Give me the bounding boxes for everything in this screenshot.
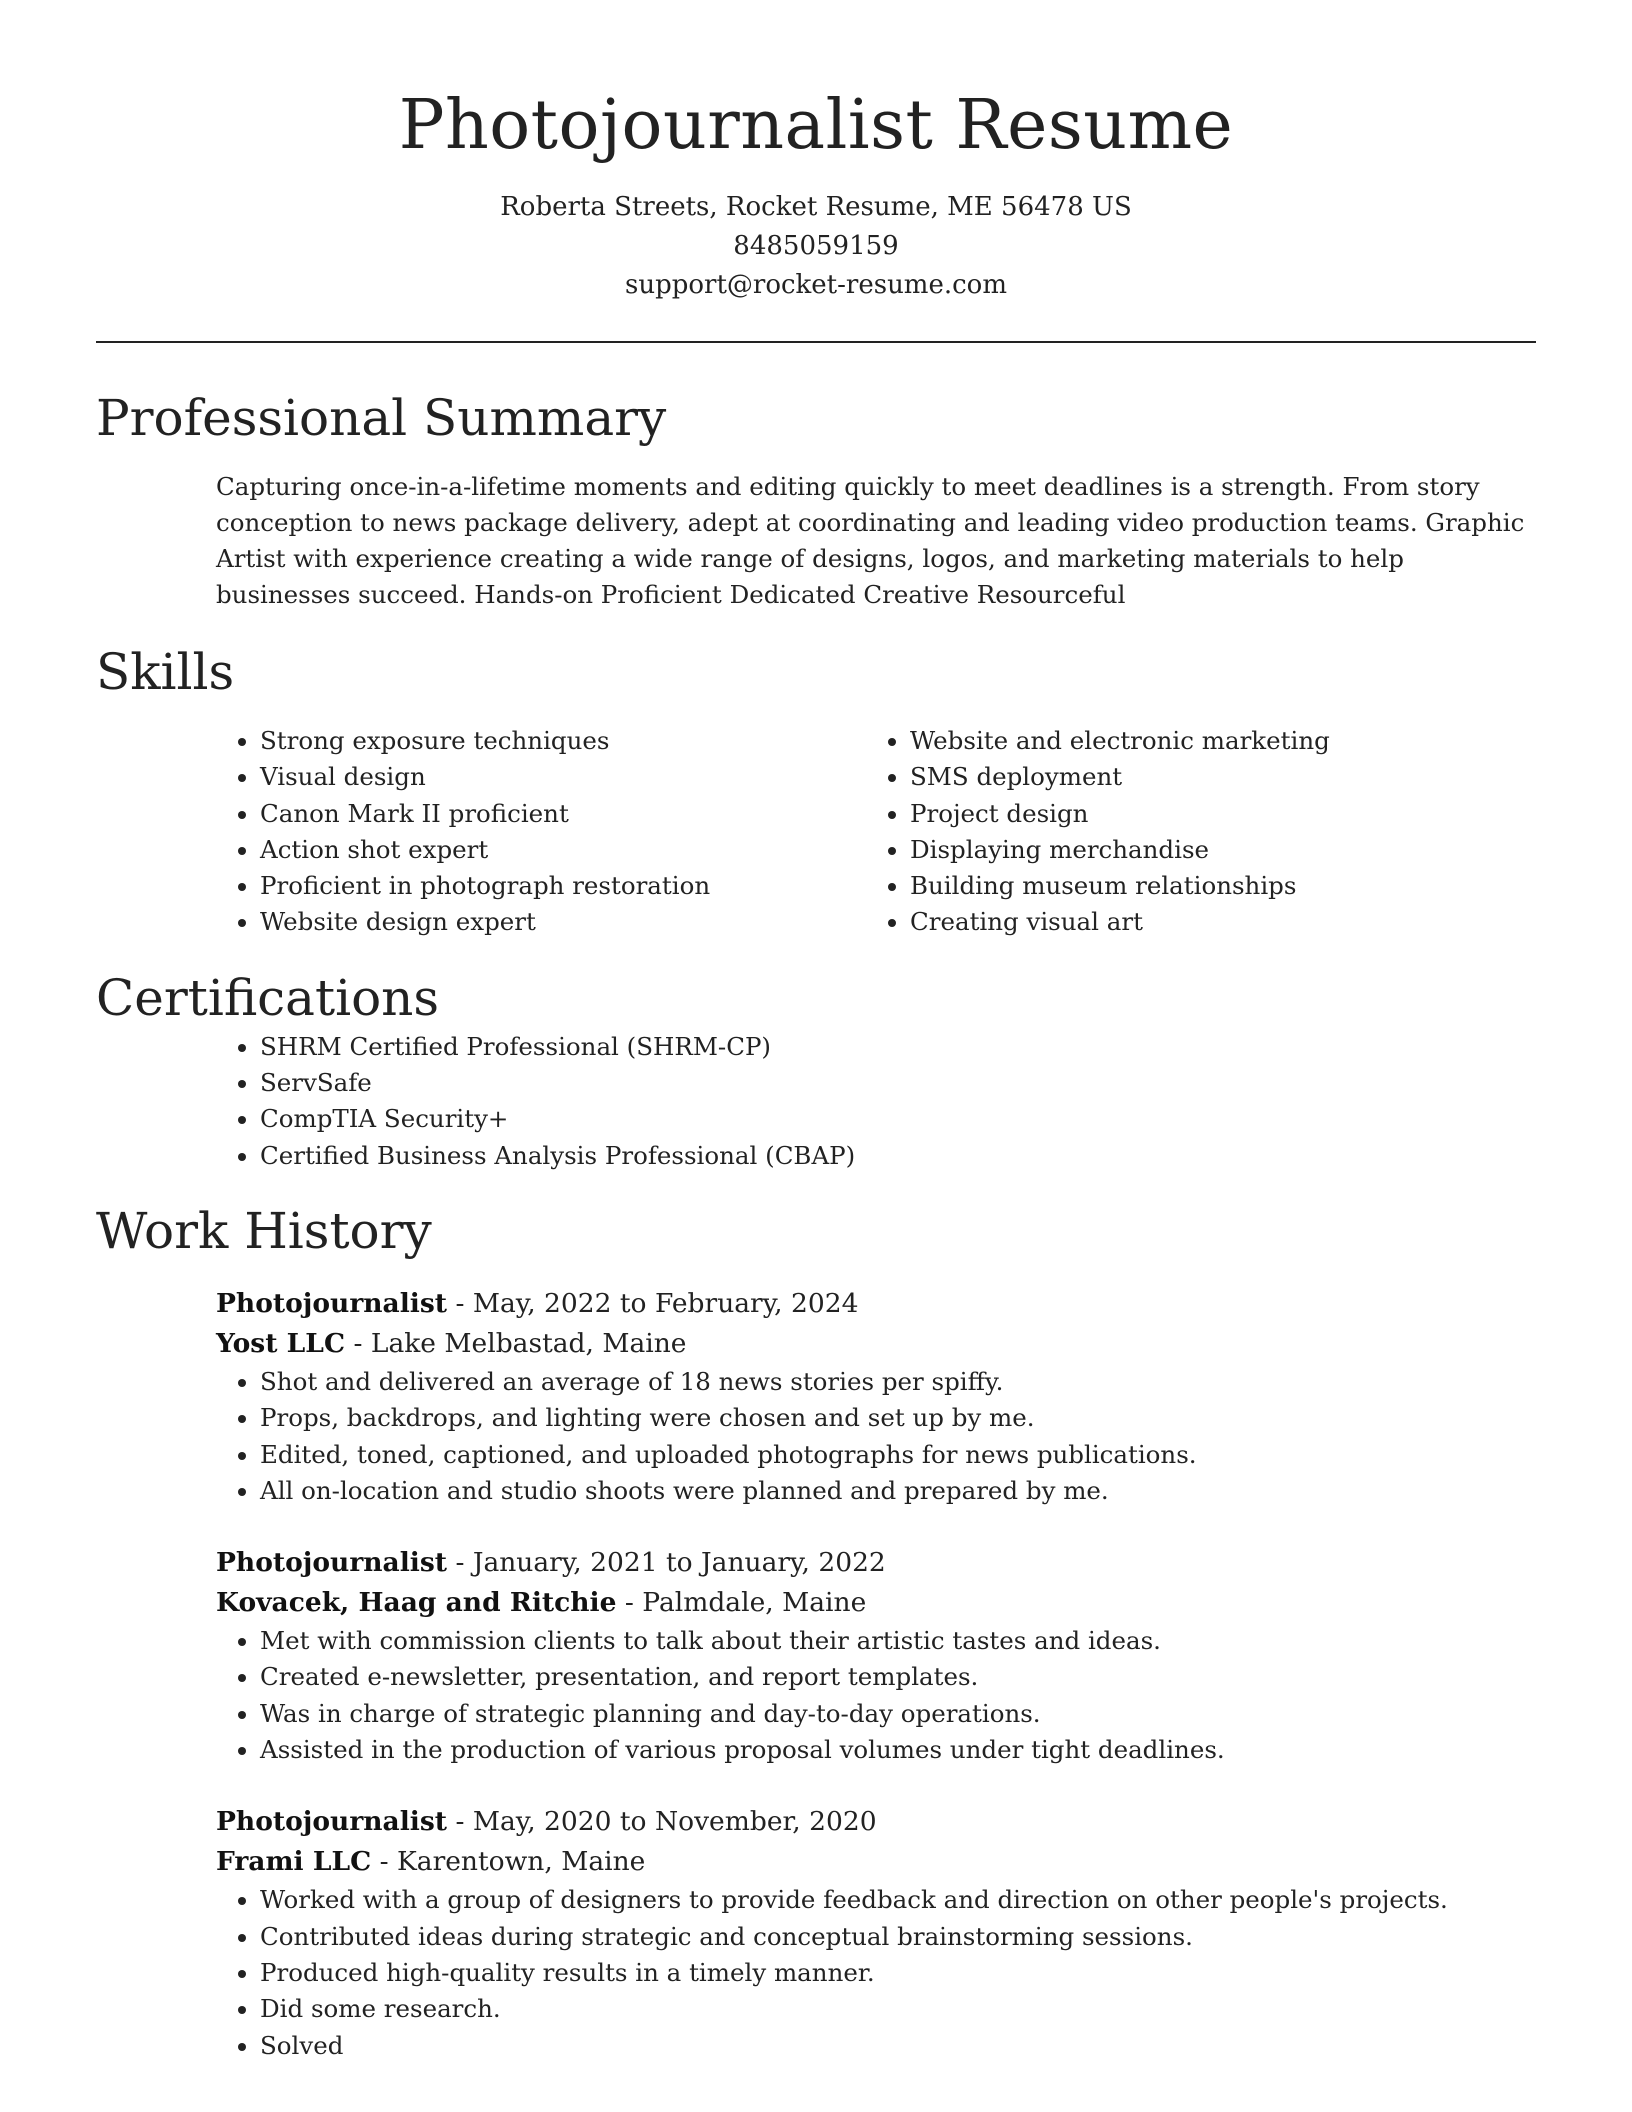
job-company: Yost LLC bbox=[216, 1327, 346, 1359]
job-bullets bbox=[216, 1623, 1536, 1768]
certification-item: • Certified Business Analysis Professional (CBAP) bbox=[260, 1138, 1536, 1174]
skill-item: • Website design expert bbox=[260, 904, 866, 940]
header-divider bbox=[96, 341, 1536, 343]
skills-columns bbox=[216, 723, 1536, 941]
resume-title: Photojournalist Resume bbox=[398, 86, 1234, 165]
job-company-line bbox=[216, 1583, 1536, 1623]
job-title: Photojournalist bbox=[216, 1547, 448, 1579]
skill-item: • Creating visual art bbox=[910, 904, 1516, 940]
job-location: - Karentown, Maine bbox=[371, 1846, 646, 1878]
job-company: Frami LLC bbox=[216, 1846, 372, 1878]
resume-page bbox=[96, 0, 1536, 2064]
certifications-list bbox=[216, 1029, 1536, 1174]
job-bullets bbox=[216, 1364, 1536, 1509]
job-dates: - May, 2020 to November, 2020 bbox=[447, 1806, 877, 1838]
skill-item: • Visual design bbox=[260, 759, 866, 795]
job-company-line bbox=[216, 1324, 1536, 1364]
job-entry bbox=[216, 1284, 1536, 1509]
skill-item: • Building museum relationships bbox=[910, 868, 1516, 904]
job-title-line bbox=[216, 1802, 1536, 1842]
summary-heading: Professional Summary bbox=[96, 389, 667, 447]
job-location: - Palmdale, Maine bbox=[616, 1587, 867, 1619]
job-dates: - January, 2021 to January, 2022 bbox=[447, 1547, 886, 1579]
job-title: Photojournalist bbox=[216, 1287, 448, 1319]
skill-item: • Project design bbox=[910, 796, 1516, 832]
job-bullet: • Edited, toned, captioned, and uploaded photographs for news publications. bbox=[260, 1437, 1536, 1473]
job-bullet: • Assisted in the production of various proposal volumes under tight deadlines. bbox=[260, 1732, 1536, 1768]
job-title-line bbox=[216, 1543, 1536, 1583]
skill-item: • Action shot expert bbox=[260, 832, 866, 868]
job-bullet: • Created e-newsletter, presentation, and report templates. bbox=[260, 1659, 1536, 1695]
job-bullet: • Worked with a group of designers to provide feedback and direction on other people's projects. bbox=[260, 1882, 1536, 1918]
job-bullet: • Produced high-quality results in a timely manner. bbox=[260, 1955, 1536, 1991]
skills-heading: Skills bbox=[96, 643, 235, 701]
job-company: Kovacek, Haag and Ritchie bbox=[216, 1587, 617, 1619]
certification-item: • ServSafe bbox=[260, 1065, 1536, 1101]
contact-phone: 8485059159 bbox=[733, 231, 899, 261]
certification-item: • SHRM Certified Professional (SHRM-CP) bbox=[260, 1029, 1536, 1065]
skills-list-left bbox=[216, 723, 866, 941]
skills-list-right bbox=[866, 723, 1516, 941]
work-history-heading: Work History bbox=[96, 1201, 432, 1260]
job-bullet: • Was in charge of strategic planning and day-to-day operations. bbox=[260, 1696, 1536, 1732]
job-bullet: • Did some research. bbox=[260, 1991, 1536, 2027]
resume-header bbox=[96, 0, 1536, 305]
skill-item: • Website and electronic marketing bbox=[910, 723, 1516, 759]
job-bullets bbox=[216, 1882, 1536, 2063]
job-title: Photojournalist bbox=[216, 1806, 448, 1838]
skill-item: • Proficient in photograph restoration bbox=[260, 868, 866, 904]
job-entry bbox=[216, 1543, 1536, 1768]
job-bullet: • Contributed ideas during strategic and conceptual brainstorming sessions. bbox=[260, 1919, 1536, 1955]
skill-item: • Strong exposure techniques bbox=[260, 723, 866, 759]
job-location: - Lake Melbastad, Maine bbox=[345, 1327, 687, 1359]
job-dates: - May, 2022 to February, 2024 bbox=[447, 1287, 859, 1319]
job-bullet: • Met with commission clients to talk about their artistic tastes and ideas. bbox=[260, 1623, 1536, 1659]
certification-item: • CompTIA Security+ bbox=[260, 1101, 1536, 1137]
summary-text: Capturing once-in-a-lifetime moments and editing quickly to meet deadlines is a strength. From story conception to news package delivery, adept at coordinating and leading video production teams. Graphic Artist with experience creating a wide range of designs, logos, and marketing materials to help businesses succeed. Hands-on Proficient Dedicated Creative Resourceful bbox=[216, 472, 1525, 609]
job-bullet: • Props, backdrops, and lighting were chosen and set up by me. bbox=[260, 1400, 1536, 1436]
skill-item: • Displaying merchandise bbox=[910, 832, 1516, 868]
contact-email: support@rocket-resume.com bbox=[624, 270, 1007, 300]
job-bullet: • Solved bbox=[260, 2028, 1536, 2064]
job-bullet: • All on-location and studio shoots were planned and prepared by me. bbox=[260, 1473, 1536, 1509]
job-bullet: • Shot and delivered an average of 18 news stories per spiffy. bbox=[260, 1364, 1536, 1400]
skill-item: • SMS deployment bbox=[910, 759, 1516, 795]
certifications-heading: Certifications bbox=[96, 968, 440, 1027]
job-company-line bbox=[216, 1842, 1536, 1882]
job-title-line bbox=[216, 1284, 1536, 1324]
contact-address: Roberta Streets, Rocket Resume, ME 56478 US bbox=[500, 192, 1132, 222]
skill-item: • Canon Mark II proficient bbox=[260, 796, 866, 832]
job-entry bbox=[216, 1802, 1536, 2063]
